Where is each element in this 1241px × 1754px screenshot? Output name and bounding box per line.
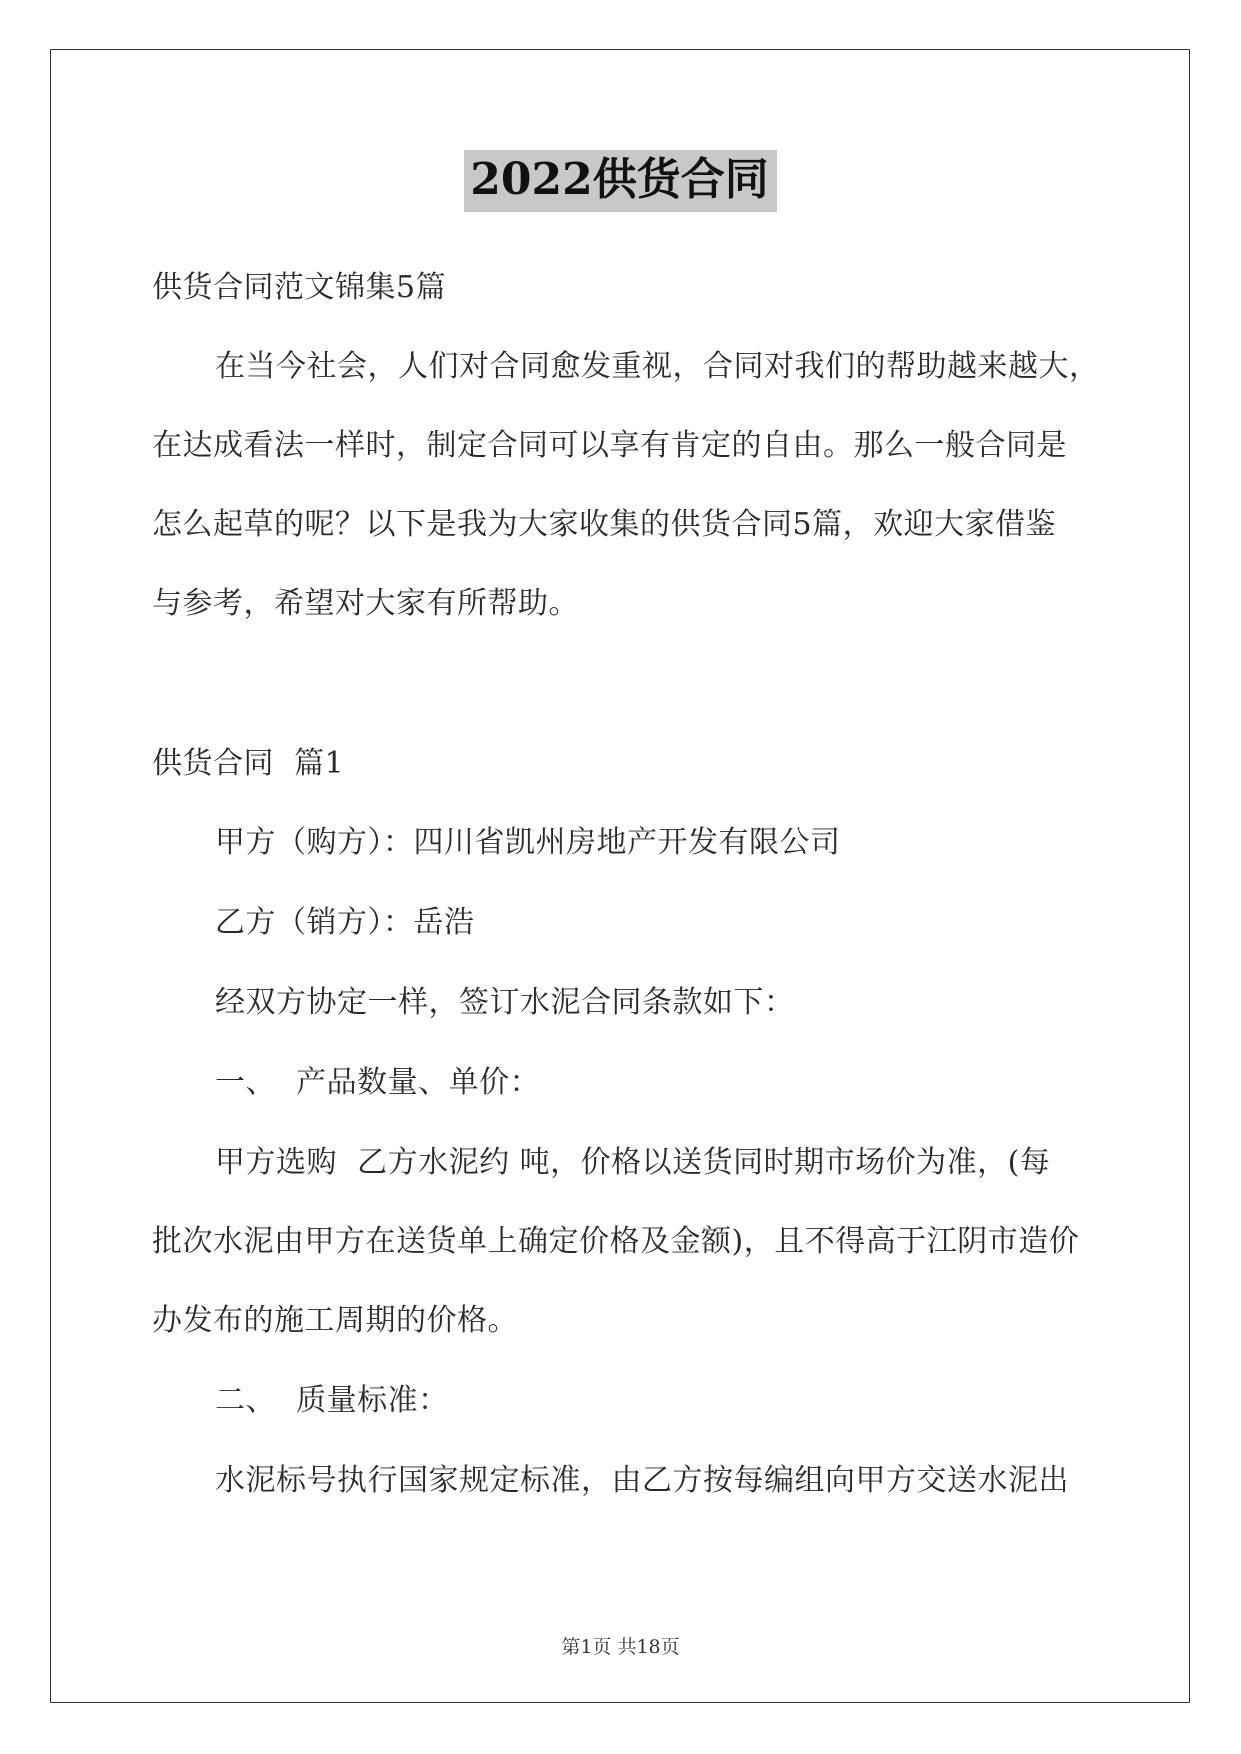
clause1-line-1: 甲方选购 乙方水泥约 吨，价格以送货同时期市场价为准，(每 xyxy=(215,1145,1051,1180)
subtitle: 供货合同范文锦集5篇 xyxy=(152,270,447,305)
clause2-heading: 二、 质量标准： xyxy=(215,1383,449,1418)
intro-line-3: 怎么起草的呢？以下是我为大家收集的供货合同5篇，欢迎大家借鉴 xyxy=(152,507,1057,542)
clause2-line-1: 水泥标号执行国家规定标准，由乙方按每编组向甲方交送水泥出 xyxy=(215,1463,1069,1498)
party-b: 乙方（销方）：岳浩 xyxy=(215,905,475,940)
document-title: 2022供货合同 xyxy=(464,150,776,212)
document-title-wrap xyxy=(0,150,1241,212)
clause1-line-3: 办发布的施工周期的价格。 xyxy=(152,1303,518,1338)
intro-line-1: 在当今社会，人们对合同愈发重视，合同对我们的帮助越来越大， xyxy=(215,349,1100,384)
intro-line-2: 在达成看法一样时，制定合同可以享有肯定的自由。那么一般合同是 xyxy=(152,428,1067,463)
intro-line-4: 与参考，希望对大家有所帮助。 xyxy=(152,586,579,621)
page-footer: 第1页 共18页 xyxy=(561,1636,680,1658)
agreement-intro: 经双方协定一样，签订水泥合同条款如下： xyxy=(215,985,795,1020)
party-a: 甲方（购方）：四川省凯州房地产开发有限公司 xyxy=(215,825,841,860)
clause1-heading: 一、 产品数量、单价： xyxy=(215,1065,541,1100)
clause1-line-2: 批次水泥由甲方在送货单上确定价格及金额)，且不得高于江阴市造价 xyxy=(152,1224,1080,1259)
section-heading: 供货合同 篇1 xyxy=(152,746,345,781)
